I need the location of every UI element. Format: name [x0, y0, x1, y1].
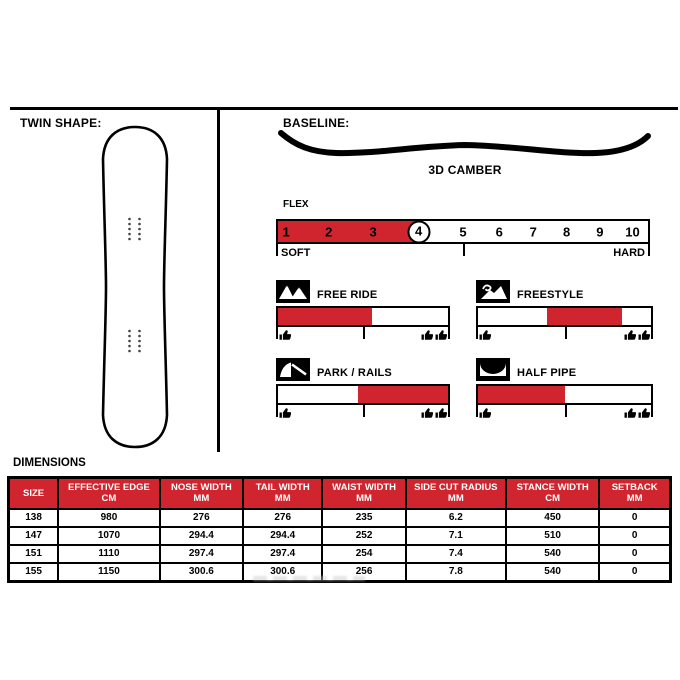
meter-freestyle [476, 278, 653, 343]
table-cell: 155 [9, 563, 59, 582]
meter-bar [476, 384, 653, 405]
flex-number-selected: 4 [407, 220, 430, 243]
column-header: SIZE [9, 478, 59, 509]
meter-fill [358, 386, 448, 403]
column-header: WAIST WIDTH MM [322, 478, 405, 509]
table-cell: 1150 [58, 563, 160, 582]
flex-scale [276, 244, 650, 262]
table-cell: 7.1 [406, 527, 506, 545]
meter-fill [278, 308, 372, 325]
column-header: NOSE WIDTH MM [160, 478, 243, 509]
faint-print-artifact [253, 576, 365, 581]
thumb-up-icon [279, 407, 291, 419]
flex-number: 7 [529, 224, 537, 239]
thumb-up-icon [638, 407, 650, 419]
mountains-icon [276, 280, 310, 303]
table-cell: 510 [506, 527, 599, 545]
table-cell: 300.6 [160, 563, 243, 582]
thumb-up-icon [479, 329, 491, 341]
flex-hard-label: HARD [613, 247, 645, 259]
table-cell: 1110 [58, 545, 160, 563]
thumb-up-icon [479, 407, 491, 419]
meter-bar [476, 306, 653, 327]
camber-caption: 3D CAMBER [428, 163, 502, 177]
table-cell: 276 [160, 509, 243, 527]
table-cell: 7.4 [406, 545, 506, 563]
flex-tick-right [648, 244, 650, 256]
flex-number: 1 [282, 224, 290, 239]
flex-number: 9 [596, 224, 604, 239]
flex-number: 8 [562, 224, 571, 239]
meter-label: FREE RIDE [317, 289, 378, 301]
thumb-up-icon [279, 329, 291, 341]
flex-label: FLEX [283, 199, 309, 210]
freestyle-icon [476, 280, 510, 303]
table-cell: 256 [322, 563, 405, 582]
table-cell: 254 [322, 545, 405, 563]
table-cell: 6.2 [406, 509, 506, 527]
dimensions-table-header [9, 478, 671, 509]
baseline-label: BASELINE: [283, 116, 350, 130]
table-cell: 138 [9, 509, 59, 527]
table-cell: 297.4 [160, 545, 243, 563]
flex-numbers [278, 221, 648, 242]
table-cell: 294.4 [160, 527, 243, 545]
column-header: EFFECTIVE EDGE CM [58, 478, 160, 509]
half-pipe-icon [476, 358, 510, 381]
meter-fill [547, 308, 621, 325]
table-cell: 7.8 [406, 563, 506, 582]
top-rule [10, 107, 678, 110]
flex-tick-center [463, 244, 465, 256]
thumb-up-icon [624, 329, 636, 341]
meter-label: HALF PIPE [517, 367, 577, 379]
flex-number: 2 [325, 224, 333, 239]
meter-bar [276, 306, 450, 327]
meter-label: FREESTYLE [517, 289, 584, 301]
meter-label: PARK / RAILS [317, 367, 392, 379]
table-cell: 0 [599, 527, 670, 545]
table-cell: 1070 [58, 527, 160, 545]
table-row [9, 527, 671, 545]
snowboard-outline [95, 121, 175, 451]
table-cell: 450 [506, 509, 599, 527]
table-cell: 540 [506, 563, 599, 582]
table-cell: 0 [599, 545, 670, 563]
table-cell: 147 [9, 527, 59, 545]
thumb-up-icon [638, 329, 650, 341]
table-row [9, 509, 671, 527]
meter-free-ride [276, 278, 450, 343]
thumb-up-icon [421, 407, 433, 419]
thumb-up-icon [624, 407, 636, 419]
column-header: TAIL WIDTH MM [243, 478, 322, 509]
dimensions-label: DIMENSIONS [13, 457, 86, 469]
thumb-up-icon [421, 329, 433, 341]
dimensions-table [7, 476, 672, 583]
table-cell: 980 [58, 509, 160, 527]
flex-number: 10 [625, 224, 640, 239]
table-row [9, 545, 671, 563]
table-cell: 297.4 [243, 545, 322, 563]
thumb-up-icon [435, 407, 447, 419]
flex-tick-left [276, 244, 278, 256]
flex-number: 5 [459, 224, 467, 239]
table-cell: 276 [243, 509, 322, 527]
column-header: SIDE CUT RADIUS MM [406, 478, 506, 509]
table-cell: 540 [506, 545, 599, 563]
column-divider [217, 110, 220, 452]
table-cell: 0 [599, 563, 670, 582]
camber-profile [276, 126, 654, 168]
table-cell: 252 [322, 527, 405, 545]
table-cell: 300.6 [243, 563, 322, 582]
flex-bar [276, 219, 650, 244]
meter-half-pipe [476, 356, 653, 421]
table-cell: 0 [599, 509, 670, 527]
twin-shape-label: TWIN SHAPE: [20, 116, 102, 130]
flex-number: 3 [369, 224, 377, 239]
flex-number: 6 [495, 224, 503, 239]
column-header: SETBACK MM [599, 478, 670, 509]
meter-bar [276, 384, 450, 405]
table-cell: 151 [9, 545, 59, 563]
thumb-up-icon [435, 329, 447, 341]
park-rails-icon [276, 358, 310, 381]
column-header: STANCE WIDTH CM [506, 478, 599, 509]
meter-park-rails [276, 356, 450, 421]
table-cell: 235 [322, 509, 405, 527]
table-cell: 294.4 [243, 527, 322, 545]
flex-soft-label: SOFT [281, 247, 311, 259]
meter-fill [478, 386, 565, 403]
